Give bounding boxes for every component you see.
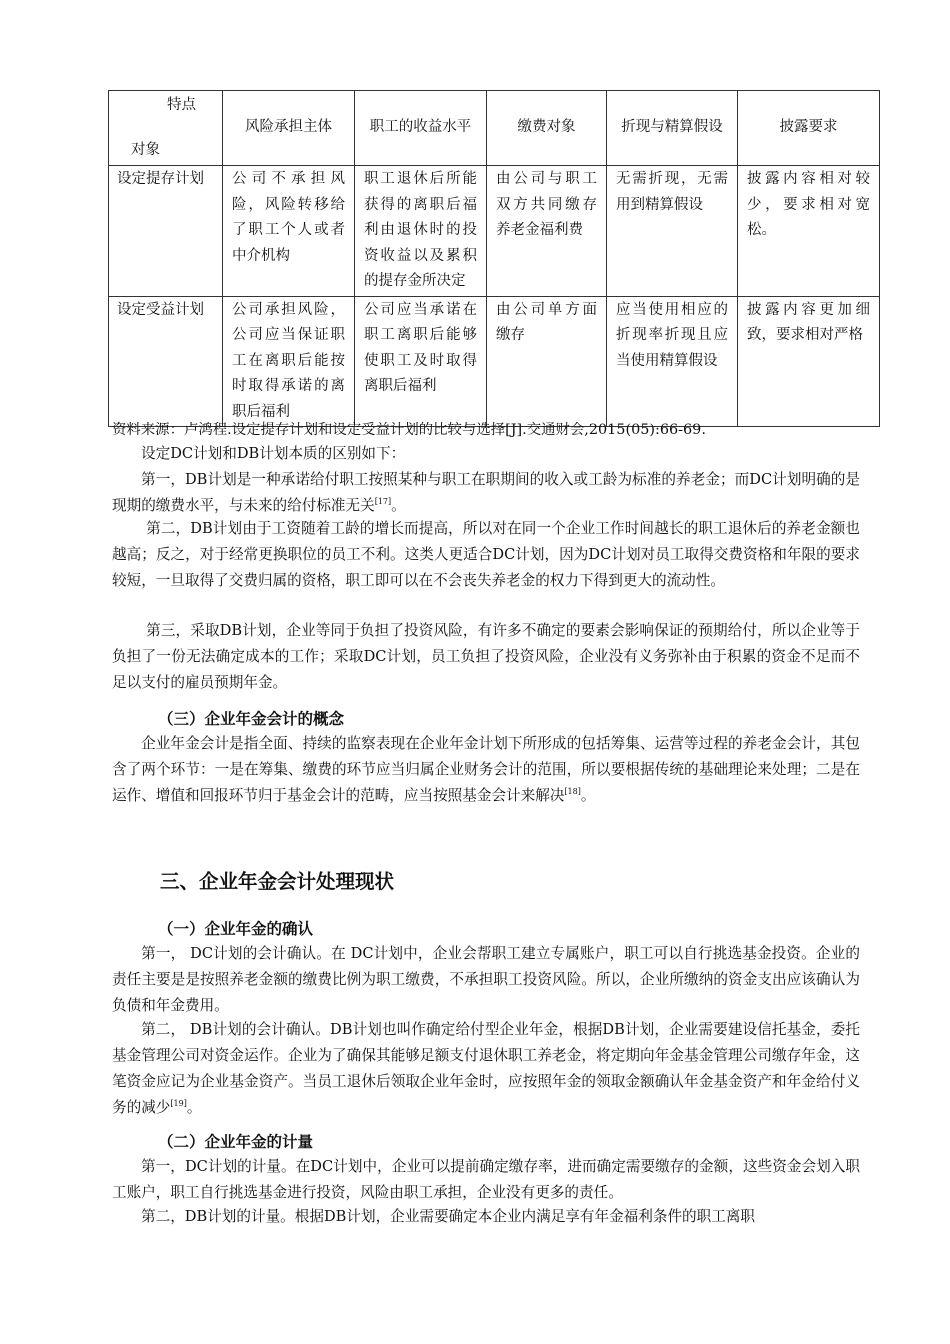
column-header: 风险承担主体 [223, 91, 355, 166]
corner-label-feature: 特点 [167, 97, 196, 113]
table-cell: 由公司单方面缴存 [487, 296, 607, 427]
section-heading-recognition: （一）企业年金的确认 [158, 920, 314, 938]
paragraph-text: 第二，DB计划的计量。根据DB计划，企业需要确定本企业内满足享有年金福利条件的职工离职 [141, 1208, 756, 1225]
table-header-row [109, 91, 880, 166]
paragraph-first-difference [112, 467, 860, 519]
citation-ref: [18] [564, 787, 581, 797]
table-cell: 职工退休后所能获得的离职后福利由退休时的投资收益以及累积的提存金所决定 [355, 166, 487, 297]
paragraph-text: 第一，DB计划是一种承诺给付职工按照某种与职工在职期间的收入或工龄为标准的养老金；而DC计划明确的是现期的缴费水平，与未来的给付标准无关 [112, 471, 860, 514]
table-cell: 公司应当承诺在职工离职后能够使职工及时取得离职后福利 [355, 296, 487, 427]
paragraph-end: 。 [580, 787, 596, 804]
paragraph-concept [112, 731, 860, 809]
intro-paragraph [112, 441, 860, 467]
corner-label-object: 对象 [131, 141, 160, 158]
table-cell: 披露内容相对较少，要求相对宽松。 [738, 166, 880, 297]
table-cell: 公司承担风险，公司应当保证职工在离职后能按时取得承诺的离职后福利 [223, 296, 355, 427]
section-heading-measurement: （二）企业年金的计量 [158, 1133, 314, 1151]
table-corner-header [109, 91, 223, 166]
column-header: 缴费对象 [487, 91, 607, 166]
paragraph-end: 。 [186, 1099, 202, 1116]
paragraph-text: 第二，DB计划由于工资随着工龄的增长而提高，所以对在同一个企业工作时间越长的职工退休后的养老金额也越高；反之，对于经常更换职位的员工不利。这类人更适合DC计划，因为DC计划对员工取得交费资格和年限的要求较短，一旦取得了交费归属的资格，职工即可以在不会丧失养老金的权力下得到更大的流动性。 [112, 520, 860, 589]
table-cell: 公司不承担风险，风险转移给了职工个人或者中介机构 [223, 166, 355, 297]
table-source-note: 资料来源：卢鸿程.设定提存计划和设定受益计划的比较与选择[J].交通财会,2015(05):66-69. [112, 422, 706, 438]
paragraph-text: 企业年金会计是指全面、持续的监察表现在企业年金计划下所形成的包括筹集、运营等过程的养老金会计，其包含了两个环节：一是在筹集、缴费的环节应当归属企业财务会计的范围，所以要根据传统的基础理论来处理；二是在运作、增值和回报环节归于基金会计的范畴，应当按照基金会计来解决 [112, 735, 860, 804]
column-header: 折现与精算假设 [607, 91, 738, 166]
paragraph-text: 第一， DC计划的会计确认。在 DC计划中，企业会帮职工建立专属账户，职工可以自行挑选基金投资。企业的责任主要是是按照养老金额的缴费比例为职工缴费，不承担职工投资风险。所以，企业所缴纳的资金支出应该确认为负债和年金费用。 [112, 945, 860, 1014]
paragraph-third-difference [112, 618, 860, 696]
column-header: 职工的收益水平 [355, 91, 487, 166]
section-heading-concept: （三）企业年金会计的概念 [158, 710, 345, 728]
paragraph-dc-measurement [112, 1154, 860, 1206]
table-cell: 应当使用相应的折现率折现且应当使用精算假设 [607, 296, 738, 427]
citation-ref: [17] [374, 497, 392, 507]
paragraph-dc-recognition [112, 941, 860, 1019]
table-cell: 由公司与职工双方共同缴存养老金福利费 [487, 166, 607, 297]
citation-ref: [19] [170, 1099, 187, 1109]
table-row [109, 296, 880, 427]
paragraph-text: 第三，采取DB计划，企业等同于负担了投资风险，有许多不确定的要素会影响保证的预期给付，所以企业等于负担了一份无法确定成本的工作；采取DC计划，员工负担了投资风险，企业没有义务弥补由于积累的资金不足而不足以支付的雇员预期年金。 [112, 622, 860, 691]
paragraph-text: 第一，DC计划的计量。在DC计划中，企业可以提前确定缴存率，进而确定需要缴存的金额，这些资金会划入职工账户，职工自行挑选基金进行投资，风险由职工承担，企业没有更多的责任。 [112, 1158, 860, 1201]
table-cell: 披露内容更加细致，要求相对严格 [738, 296, 880, 427]
chapter-heading-status: 三、企业年金会计处理现状 [160, 870, 395, 893]
column-header: 披露要求 [738, 91, 880, 166]
paragraph-end: 。 [391, 497, 406, 514]
paragraph-db-measurement [112, 1204, 860, 1230]
row-label-dc: 设定提存计划 [109, 166, 223, 297]
table-cell: 无需折现，无需用到精算假设 [607, 166, 738, 297]
comparison-table [108, 90, 880, 427]
intro-text: 设定DC计划和DB计划本质的区别如下： [141, 445, 406, 462]
paragraph-text: 第二， DB计划的会计确认。DB计划也叫作确定给付型企业年金，根据DB计划，企业需要建设信托基金，委托基金管理公司对资金运作。企业为了确保其能够足额支付退休职工养老金，将定期向年金基金管理公司缴存年金，这笔资金应记为企业基金资产。当员工退休后领取企业年金时，应按照年金的领取金额确认年金基金资产和年金给付义务的减少 [112, 1021, 860, 1116]
row-label-db: 设定受益计划 [109, 296, 223, 427]
table-row [109, 166, 880, 297]
paragraph-second-difference [112, 516, 860, 594]
paragraph-db-recognition [112, 1017, 860, 1121]
